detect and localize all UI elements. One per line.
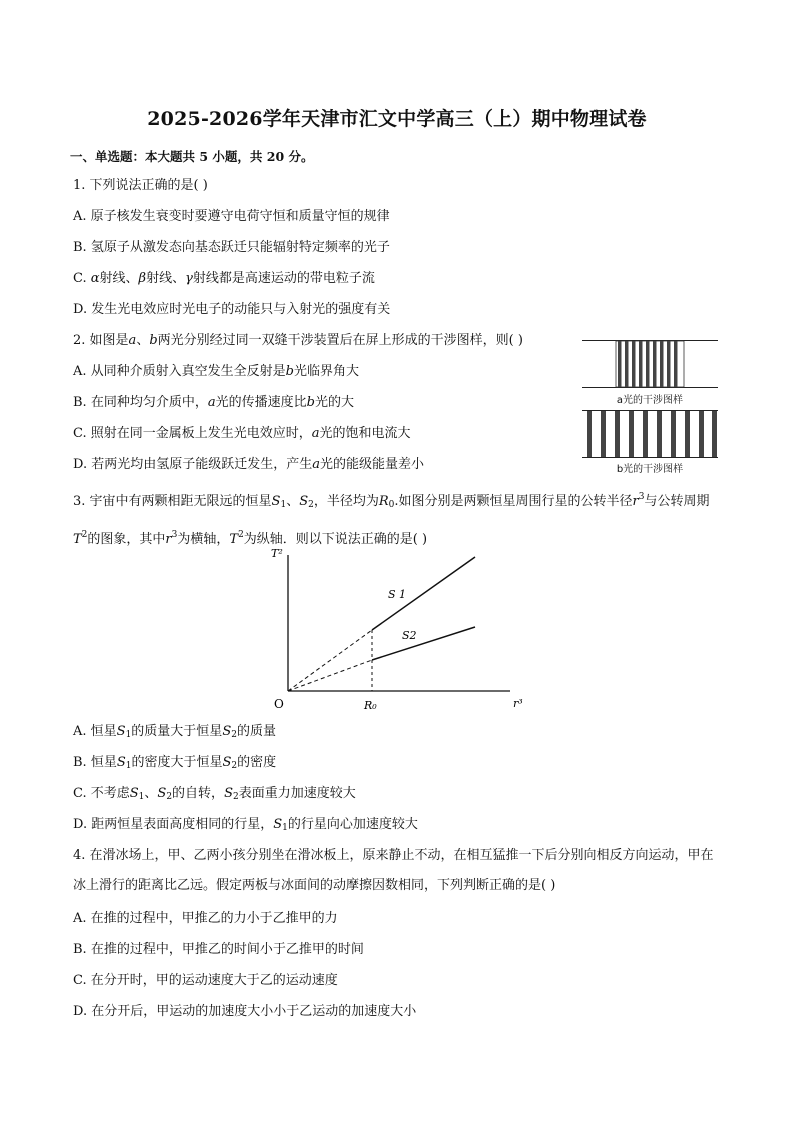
q4-stem: 4. 在滑冰场上，甲、乙两小孩分别坐在滑冰板上，原来静止不动，在相互猛推一下后分别向相反方向运动，甲在冰上滑行的距离比乙远。假定两板与冰面间的动摩擦因数相同，下列判断正确的是( ) bbox=[73, 848, 714, 893]
q2-option-b: B. 在同种均匀介质中，a光的传播速度比b光的大 bbox=[73, 395, 354, 410]
q1-option-a: A. 原子核发生衰变时要遵守电荷守恒和质量守恒的规律 bbox=[73, 209, 390, 224]
q2-option-d: D. 若两光均由氢原子能级跃迁发生，产生a光的能级能量差小 bbox=[73, 457, 425, 472]
q1-option-d: D. 发生光电效应时光电子的动能只与入射光的强度有关 bbox=[73, 302, 391, 317]
q2-option-a: A. 从同种介质射入真空发生全反射是b光临界角大 bbox=[73, 364, 359, 379]
q2-option-c: C. 照射在同一金属板上发生光电效应时，a光的饱和电流大 bbox=[73, 426, 411, 441]
graph-s2-label: S2 bbox=[402, 629, 417, 642]
page-title: 2025-2026学年天津市汇文中学高三（上）期中物理试卷 bbox=[147, 108, 647, 130]
q3-option-b: B. 恒星$S_1$的密度大于恒星$S_2$的密度 bbox=[73, 755, 277, 771]
q3-option-d: D. 距两恒星表面高度相同的行星，$S_1$的行星向心加速度较大 bbox=[73, 817, 418, 833]
q3-option-c: C. 不考虑$S_1$、$S_2$的自转，$S_2$表面重力加速度较大 bbox=[73, 786, 356, 802]
q1-option-c: C. α射线、β射线、γ射线都是高速运动的带电粒子流 bbox=[73, 271, 375, 286]
q4-option-c: C. 在分开时，甲的运动速度大于乙的运动速度 bbox=[73, 973, 338, 988]
graph-s1-label: S 1 bbox=[388, 588, 407, 601]
section-heading: 一、单选题：本大题共 5 小题，共 20 分。 bbox=[70, 149, 314, 164]
q4-option-b: B. 在推的过程中，甲推乙的时间小于乙推甲的时间 bbox=[73, 942, 364, 957]
fringe-caption-b: b光的干涉图样 bbox=[616, 464, 684, 475]
q4-option-d: D. 在分开后，甲运动的加速度大小小于乙运动的加速度大小 bbox=[73, 1004, 417, 1019]
q2-stem: 2. 如图是a、b两光分别经过同一双缝干涉装置后在屏上形成的干涉图样，则( ) bbox=[73, 333, 523, 348]
graph-xlabel: r³ bbox=[513, 697, 523, 710]
fringe-pattern-a bbox=[582, 340, 718, 388]
q1-stem: 1. 下列说法正确的是( ) bbox=[73, 178, 208, 193]
fringe-caption-a: a光的干涉图样 bbox=[616, 395, 684, 406]
fringe-pattern-b bbox=[582, 410, 718, 458]
graph-origin: O bbox=[274, 697, 284, 711]
q1-option-b: B. 氢原子从激发态向基态跃迁只能辐射特定频率的光子 bbox=[73, 240, 390, 255]
q4-option-a: A. 在推的过程中，甲推乙的力小于乙推甲的力 bbox=[73, 911, 338, 926]
graph-ylabel: T² bbox=[271, 547, 283, 560]
graph-r0-label: R₀ bbox=[364, 699, 377, 712]
q3-option-a: A. 恒星$S_1$的质量大于恒星$S_2$的质量 bbox=[73, 724, 276, 740]
q3-stem: 3. 宇宙中有两颗相距无限远的恒星$S_1$、$S_2$，半径均为$R_0$.如图分别是两颗恒星周围行星的公转半径$r^3$与公转周期$T^2$的图象，其中$r^3$为横轴，$T^2$为纵轴．则以下说法正确的是( ) bbox=[73, 492, 710, 547]
q3-graph bbox=[270, 545, 530, 715]
